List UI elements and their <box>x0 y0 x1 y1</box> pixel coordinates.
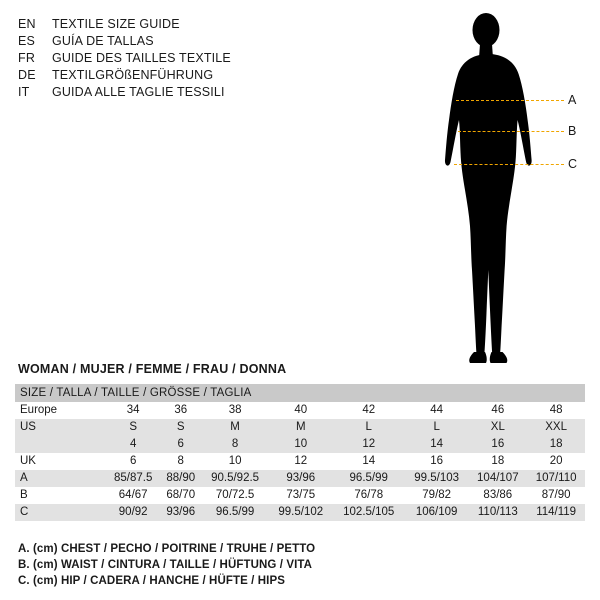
cell: 104/107 <box>468 470 527 487</box>
cell: S <box>160 419 201 436</box>
body-silhouette-icon <box>400 8 596 368</box>
cell: 16 <box>468 436 527 453</box>
language-row <box>18 67 338 84</box>
cell: 44 <box>405 402 468 419</box>
woman-section-heading: WOMAN / MUJER / FEMME / FRAU / DONNA <box>18 362 287 376</box>
measure-label-a: A <box>568 93 577 107</box>
language-code: FR <box>18 51 36 65</box>
cell: 20 <box>527 453 585 470</box>
cell: 83/86 <box>468 487 527 504</box>
cell: 46 <box>468 402 527 419</box>
legend-line-a: A. (cm) CHEST / PECHO / POITRINE / TRUHE / PETTO <box>18 543 316 555</box>
row-label: C <box>15 504 106 521</box>
language-row <box>18 16 338 33</box>
cell: 73/75 <box>269 487 332 504</box>
cell: 34 <box>106 402 160 419</box>
cell: 70/72.5 <box>201 487 269 504</box>
language-code: EN <box>18 17 36 31</box>
cell: 40 <box>269 402 332 419</box>
cell: 38 <box>201 402 269 419</box>
cell: XL <box>468 419 527 436</box>
cell: 99.5/103 <box>405 470 468 487</box>
cell: 8 <box>201 436 269 453</box>
cell: 10 <box>269 436 332 453</box>
row-label: A <box>15 470 106 487</box>
cell: M <box>201 419 269 436</box>
cell: 16 <box>405 453 468 470</box>
cell: 76/78 <box>332 487 404 504</box>
cell: 4 <box>106 436 160 453</box>
cell: 96.5/99 <box>201 504 269 521</box>
table-header-label: SIZE / TALLA / TAILLE / GRÖSSE / TAGLIA <box>15 384 585 402</box>
cell: M <box>269 419 332 436</box>
cell: 64/67 <box>106 487 160 504</box>
language-title: GUÍA DE TALLAS <box>52 34 154 48</box>
cell: 106/109 <box>405 504 468 521</box>
cell: L <box>405 419 468 436</box>
cell: 8 <box>160 453 201 470</box>
cell: 85/87.5 <box>106 470 160 487</box>
cell: 90/92 <box>106 504 160 521</box>
cell: 99.5/102 <box>269 504 332 521</box>
cell: 18 <box>527 436 585 453</box>
cell: 14 <box>405 436 468 453</box>
measure-line-b <box>458 131 564 132</box>
cell: 93/96 <box>269 470 332 487</box>
cell: 6 <box>106 453 160 470</box>
cell: 79/82 <box>405 487 468 504</box>
measure-label-b: B <box>568 124 577 138</box>
cell: 36 <box>160 402 201 419</box>
table-row <box>15 504 585 521</box>
row-label: Europe <box>15 402 106 419</box>
language-title: TEXTILGRÖßENFÜHRUNG <box>52 68 214 82</box>
cell: XXL <box>527 419 585 436</box>
language-title: GUIDA ALLE TAGLIE TESSILI <box>52 85 225 99</box>
cell: 87/90 <box>527 487 585 504</box>
size-table <box>15 384 585 521</box>
language-row <box>18 50 338 67</box>
measure-line-c <box>454 164 564 165</box>
cell: 68/70 <box>160 487 201 504</box>
cell: 93/96 <box>160 504 201 521</box>
cell: 107/110 <box>527 470 585 487</box>
cell: 102.5/105 <box>332 504 404 521</box>
language-title: TEXTILE SIZE GUIDE <box>52 17 180 31</box>
language-title: GUIDE DES TAILLES TEXTILE <box>52 51 231 65</box>
language-row <box>18 84 338 101</box>
cell: S <box>106 419 160 436</box>
language-row <box>18 33 338 50</box>
table-row <box>15 402 585 419</box>
table-row <box>15 487 585 504</box>
cell: 90.5/92.5 <box>201 470 269 487</box>
cell: 10 <box>201 453 269 470</box>
table-row <box>15 453 585 470</box>
row-label: UK <box>15 453 106 470</box>
cell: 14 <box>332 453 404 470</box>
measure-line-a <box>456 100 564 101</box>
language-code: DE <box>18 68 36 82</box>
row-label: US <box>15 419 106 436</box>
table-row <box>15 436 585 453</box>
female-silhouette-figure <box>400 8 596 368</box>
row-label <box>15 436 106 453</box>
cell: 42 <box>332 402 404 419</box>
cell: 12 <box>269 453 332 470</box>
measurement-legend <box>18 541 578 589</box>
table-row <box>15 470 585 487</box>
legend-line-c: C. (cm) HIP / CADERA / HANCHE / HÜFTE / HIPS <box>18 575 286 587</box>
cell: 48 <box>527 402 585 419</box>
cell: 12 <box>332 436 404 453</box>
cell: 114/119 <box>527 504 585 521</box>
cell: 6 <box>160 436 201 453</box>
table-header-row <box>15 384 585 402</box>
legend-line-b: B. (cm) WAIST / CINTURA / TAILLE / HÜFTUNG / VITA <box>18 559 313 571</box>
cell: 96.5/99 <box>332 470 404 487</box>
language-headings <box>18 16 338 101</box>
table-row <box>15 419 585 436</box>
language-code: IT <box>18 85 30 99</box>
cell: L <box>332 419 404 436</box>
measure-label-c: C <box>568 157 578 171</box>
language-code: ES <box>18 34 36 48</box>
cell: 18 <box>468 453 527 470</box>
cell: 88/90 <box>160 470 201 487</box>
cell: 110/113 <box>468 504 527 521</box>
row-label: B <box>15 487 106 504</box>
